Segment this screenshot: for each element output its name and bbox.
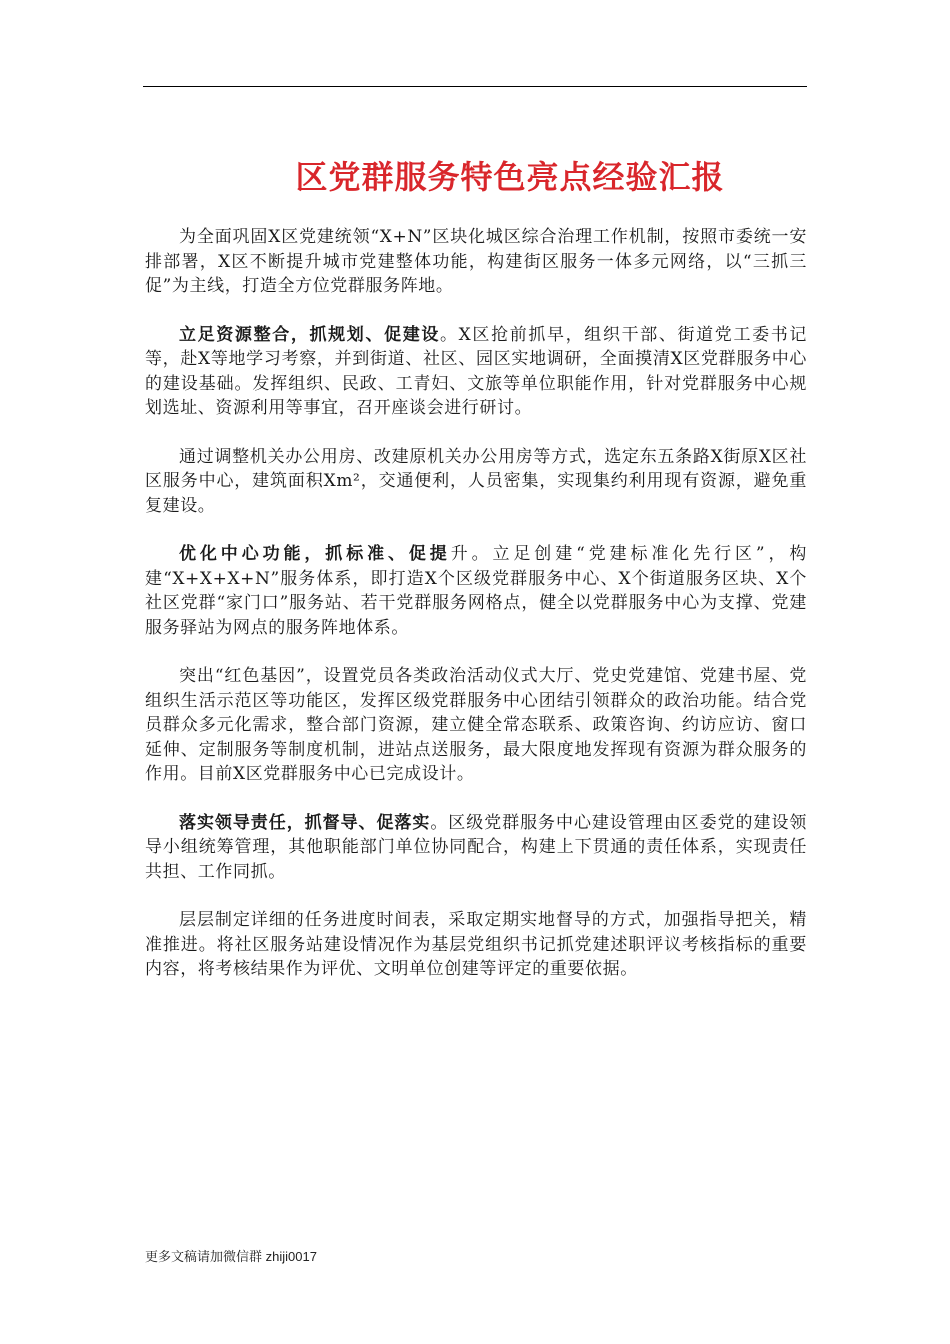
paragraph-text: 层层制定详细的任务进度时间表，采取定期实地督导的方式，加强指导把关，精准推进。将社区服务站建设情况作为基层党组织书记抓党建述职评议考核指标的重要内容，将考核结果作为评优、文明单位创建等评定的重要依据。 <box>145 910 807 979</box>
paragraph <box>145 323 807 421</box>
paragraph-text: 突出“红色基因”，设置党员各类政治活动仪式大厅、党史党建馆、党建书屋、党组织生活示范区等功能区，发挥区级党群服务中心团结引领群众的政治功能。结合党员群众多元化需求，整合部门资源，建立健全常态联系、政策咨询、约访应访、窗口延伸、定制服务等制度机制，进站点送服务，最大限度地发挥现有资源为群众服务的作用。目前X区党群服务中心已完成设计。 <box>145 666 807 784</box>
paragraph <box>145 908 807 982</box>
document-title: 区党群服务特色亮点经验汇报 <box>295 158 725 196</box>
paragraph-text: 。X区抢前抓早，组织干部、街道党工委书记等，赴X等地学习考察，并到街道、社区、园区实地调研，全面摸清X区党群服务中心的建设基础。发挥组织、民政、工青妇、文旅等单位职能作用，针对党群服务中心规划选址、资源利用等事宜，召开座谈会进行研讨。 <box>145 324 807 418</box>
paragraph-text: 为全面巩固X区党建统领“X+N”区块化城区综合治理工作机制，按照市委统一安排部署，X区不断提升城市党建整体功能，构建街区服务一体多元网络，以“三抓三促”为主线，打造全方位党群服务阵地。 <box>145 227 807 296</box>
header-rule <box>143 86 807 87</box>
paragraph <box>145 664 807 787</box>
document-body <box>145 225 807 1006</box>
paragraph <box>145 542 807 640</box>
paragraph-text: 升。立足创建“党建标准化先行区”，构建“X+X+X+N”服务体系，即打造X个区级党群服务中心、X个街道服务区块、X个社区党群“家门口”服务站、若干党群服务网格点，健全以党群服务中心为支撑、党建服务驿站为网点的服务阵地体系。 <box>145 544 807 638</box>
paragraph <box>145 225 807 299</box>
paragraph <box>145 445 807 519</box>
paragraph-lead: 优化中心功能，抓标准、促提 <box>179 544 451 564</box>
paragraph-text: 。区级党群服务中心建设管理由区委党的建设领导小组统筹管理，其他职能部门单位协同配合，构建上下贯通的责任体系，实现责任共担、工作同抓。 <box>145 812 807 882</box>
footer-note: 更多文稿请加微信群 zhiji0017 <box>145 1249 317 1264</box>
paragraph-lead: 立足资源整合，抓规划、促建设 <box>179 324 441 345</box>
paragraph-text: 通过调整机关办公用房、改建原机关办公用房等方式，选定东五条路X街原X区社区服务中心，建筑面积Xm²，交通便利，人员密集，实现集约利用现有资源，避免重复建设。 <box>145 446 807 516</box>
paragraph <box>145 811 807 885</box>
paragraph-lead: 落实领导责任，抓督导、促落实 <box>179 812 431 833</box>
